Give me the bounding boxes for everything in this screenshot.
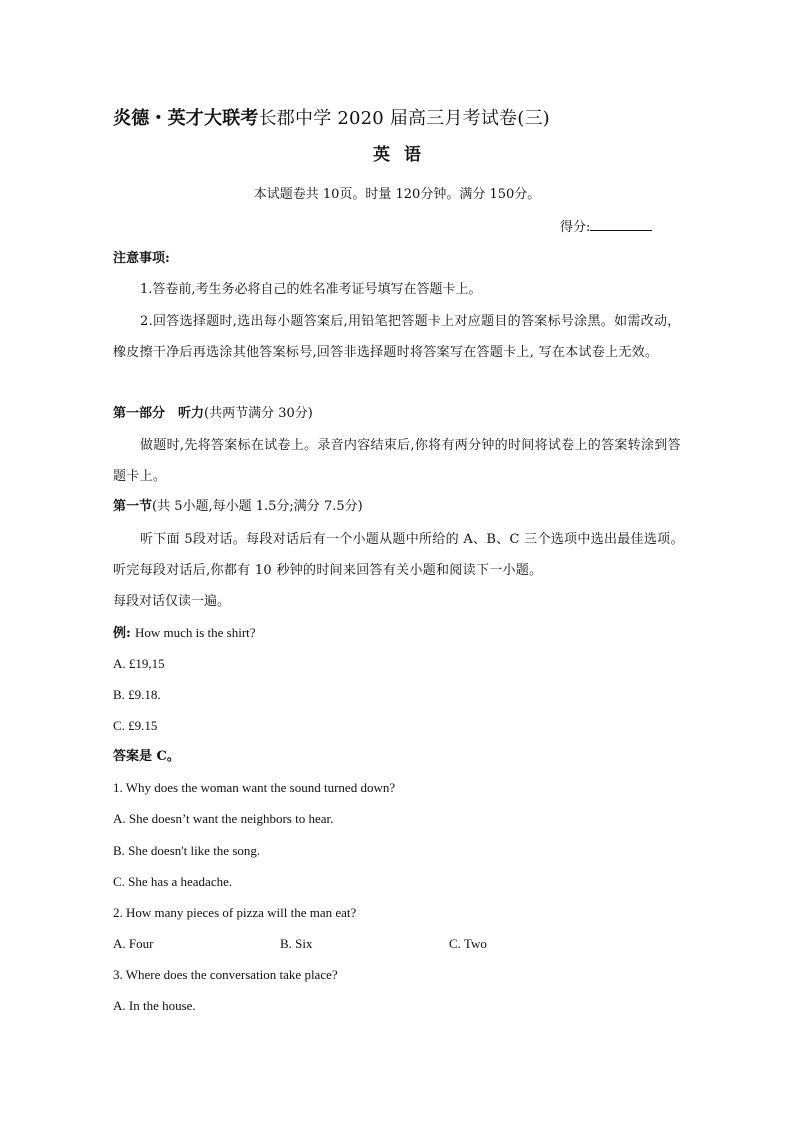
title-regular: 长郡中学 2020 届高三月考试卷(三) <box>258 108 550 129</box>
section1-heading-rest: (共 5小题,每小题 1.5分;满分 7.5分) <box>152 499 363 514</box>
notes-heading: 注意事项: <box>113 251 170 266</box>
question-2-option-b: B. Six <box>280 936 313 951</box>
section1-instruction: 听下面 5段对话。每段对话后有一个小题从题中所给的 A、B、C 三个选项中选出最佳选项。听完每段对话后,你都有 10 秒钟的时间来回答有关小题和阅读下一小题。 <box>113 532 684 578</box>
section1-heading <box>113 499 363 515</box>
question-1-option-c: C. She has a headache. <box>113 874 233 889</box>
notes-item-1: 1.答卷前,考生务必将自己的姓名准考证号填写在答题卡上。 <box>140 282 482 297</box>
title-bold: 炎德・英才大联考 <box>113 108 259 129</box>
example-label: 例: <box>113 626 131 641</box>
score-label: 得分: <box>560 220 591 235</box>
question-2: 2. How many pieces of pizza will the man eat? <box>113 905 357 920</box>
example-option-c: C. £9.15 <box>113 718 158 733</box>
part1-instruction: 做题时,先将答案标在试卷上。录音内容结束后,你将有两分钟的时间将试卷上的答案转涂到答题卡上。 <box>113 438 681 484</box>
question-1-option-b: B. She doesn't like the song. <box>113 843 261 858</box>
section1-heading-bold: 第一节 <box>113 499 153 514</box>
example-answer: 答案是 C。 <box>113 749 180 764</box>
score-field <box>560 218 652 236</box>
example-question-text: How much is the shirt? <box>134 625 256 640</box>
question-2-option-c: C. Two <box>449 936 487 951</box>
part1-heading-rest: (共两节满分 30分) <box>204 406 313 421</box>
exam-info: 本试题卷共 10页。时量 120分钟。满分 150分。 <box>253 187 541 202</box>
notes-item-2: 2.回答选择题时,选出每小题答案后,用铅笔把答题卡上对应题目的答案标号涂黑。如需改动，橡皮擦干净后再选涂其他答案标号,回答非选择题时将答案写在答题卡上, 写在本试卷上无效。 <box>113 314 681 360</box>
score-blank <box>590 218 652 231</box>
question-1-option-a: A. She doesn’t want the neighbors to hear. <box>113 811 334 826</box>
example-option-a: A. £19,15 <box>113 656 165 671</box>
read-once-note: 每段对话仅读一遍。 <box>113 594 231 609</box>
part1-heading-bold: 第一部分 听力 <box>113 406 205 421</box>
exam-title <box>113 108 550 130</box>
question-1: 1. Why does the woman want the sound turned down? <box>113 780 396 795</box>
subject-title: 英语 <box>373 145 435 165</box>
part1-heading <box>113 406 313 422</box>
question-2-option-a: A. Four <box>113 936 154 951</box>
question-3-option-a: A. In the house. <box>113 998 196 1013</box>
question-3: 3. Where does the conversation take place? <box>113 967 338 982</box>
example-question <box>113 625 256 642</box>
example-option-b: B. £9.18. <box>113 687 161 702</box>
